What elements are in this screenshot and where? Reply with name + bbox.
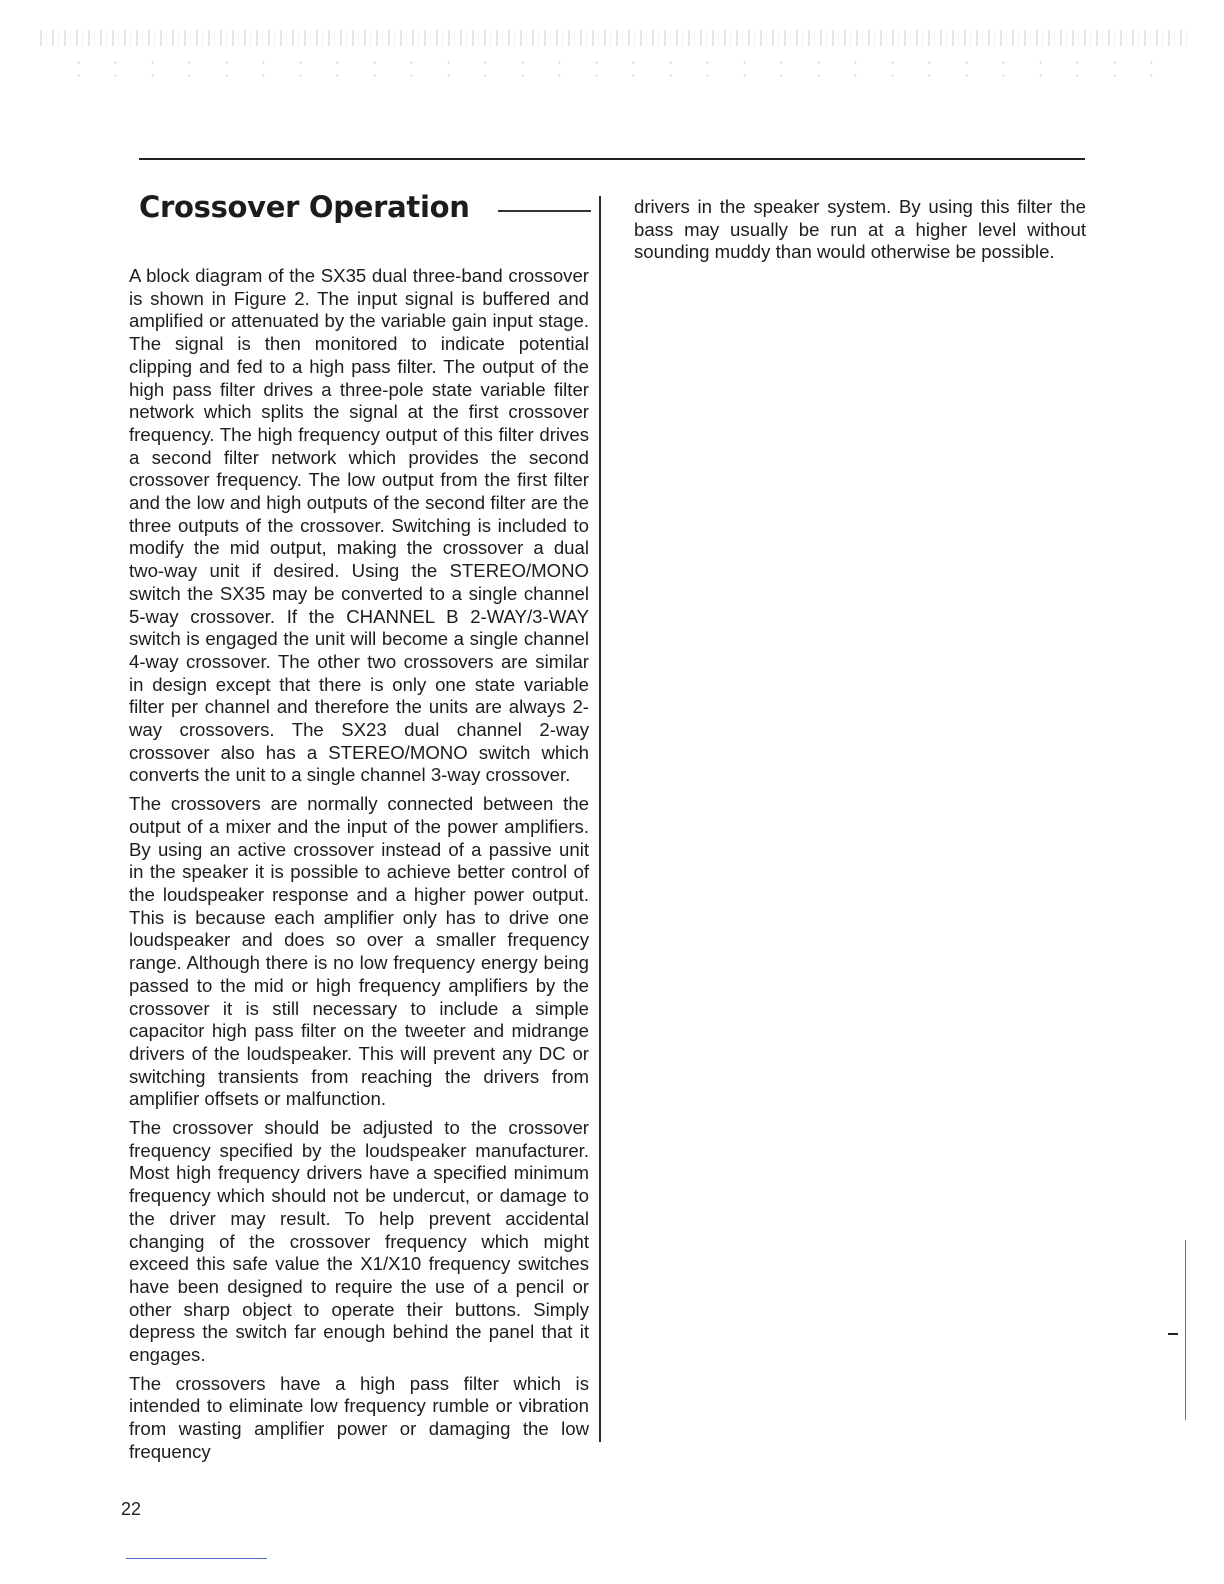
scan-edge-mark bbox=[1168, 1333, 1178, 1335]
page-number: 22 bbox=[121, 1499, 142, 1519]
header-rule bbox=[139, 158, 1085, 160]
paragraph: A block diagram of the SX35 dual three-band crossover is shown in Figure 2. The input signal is buffered and amplified or attenuated by the variable gain input stage. The signal is then monitored to indicate potential clipping and fed to a high pass filter. The output of the high pass filter drives a three-pole state variable filter network which splits the signal at the first crossover frequency. The high frequency output of this filter drives a second filter network which provides the second crossover frequency. The low output from the first filter and the low and high outputs of the second filter are the three outputs of the crossover. Switching is included to modify the mid output, making the crossover a dual two-way unit if desired. Using the STEREO/MONO switch the SX35 may be converted to a single channel 5-way crossover. If the CHANNEL B 2-WAY/3-WAY switch is engaged the unit will become a single channel 4-way crossover. The other two crossovers are similar in design except that there is only one state variable filter per channel and therefore the units are always 2-way crossovers. The SX23 dual channel 2-way crossover also has a STEREO/MONO switch which converts the unit to a single channel 3-way crossover. bbox=[129, 265, 589, 786]
scan-noise-speckle bbox=[60, 56, 1180, 86]
left-column bbox=[129, 265, 589, 1470]
heading-rule bbox=[498, 210, 591, 212]
section-heading: Crossover Operation bbox=[139, 190, 470, 224]
paragraph: The crossovers are normally connected between the output of a mixer and the input of the power amplifiers. By using an active crossover instead of a passive unit in the speaker it is possible to achieve better control of the loudspeaker response and a higher power output. This is because each amplifier only has to drive one loudspeaker and does so over a smaller frequency range. Although there is no low frequency energy being passed to the mid or high frequency amplifiers by the crossover it is still necessary to include a simple capacitor high pass filter on the tweeter and midrange drivers of the loudspeaker. This will prevent any DC or switching transients from reaching the drivers from amplifier offsets or malfunction. bbox=[129, 793, 589, 1110]
scan-edge-line bbox=[1185, 1240, 1186, 1420]
paragraph: drivers in the speaker system. By using this filter the bass may usually be run at a higher level without sounding muddy than would otherwise be possible. bbox=[634, 196, 1086, 263]
right-column bbox=[634, 196, 1086, 270]
footer-rule bbox=[126, 1558, 267, 1559]
paragraph: The crossover should be adjusted to the crossover frequency specified by the loudspeaker manufacturer. Most high frequency drivers have a specified minimum frequency which should not be undercut, or damage to the driver may result. To help prevent accidental changing of the crossover frequency which might exceed this safe value the X1/X10 frequency switches have been designed to require the use of a pencil or other sharp object to operate their buttons. Simply depress the switch far enough behind the panel that it engages. bbox=[129, 1117, 589, 1366]
scan-noise-top bbox=[40, 30, 1190, 46]
paragraph: The crossovers have a high pass filter which is intended to eliminate low frequency rumble or vibration from wasting amplifier power or damaging the low frequency bbox=[129, 1372, 589, 1462]
column-divider bbox=[599, 196, 601, 1442]
